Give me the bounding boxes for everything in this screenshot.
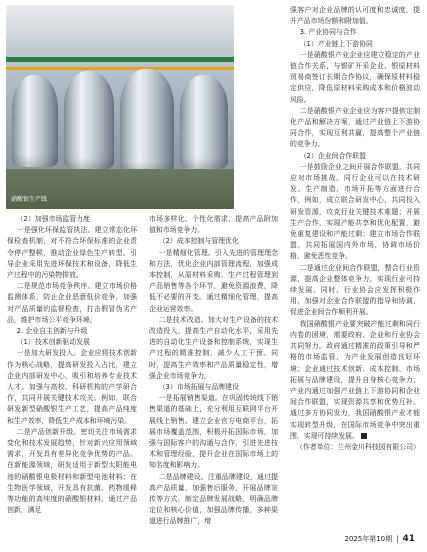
paragraph: 2. 企业自主创新与升级	[16, 327, 88, 336]
paragraph: 一是硝酸银产业企业应建立稳定的产业链合作关系，与银矿开采企业、银原材料贸易商签订长期合作协议，确保原材料稳定供应，降低原材料采购成本和价格波动风险。	[290, 50, 420, 104]
paragraph: 一是拓展销售渠道。在巩固传统线下销售渠道的基础上，充分利用互联网平台开展线上销售。建立企业官方电商平台，拓展市场覆盖范围，积极开拓国际市场，加强与国际客户的沟通与合作，引进先进技术和管理经验，提升企业在国际市场上的知名度和影响力。	[149, 394, 278, 470]
paragraph: （2）加强市场监管力度	[16, 215, 90, 223]
paragraph: 二是品牌建设。注重品牌建设，通过提高产品质量，加强售后服务，开展品牌宣传等方式，制定品牌发展战略，明确品牌定位和核心价值，加强品牌传播，多种渠道进行品牌推广，增	[149, 472, 278, 526]
paragraph: 3. 产业协同与合作	[299, 28, 357, 37]
paragraph: 二是规范市场竞争秩序。建立市场价格监测体系，防止企业恶意低价竞争，加强对产品质量的监督检查，打击假冒伪劣产品，维护市场公平竞争环境。	[7, 282, 137, 324]
paragraph: 强客户对企业品牌的认可度和忠诚度，提升产品市场份额和附加值。	[290, 6, 420, 26]
paragraph: （1）产业链上下游协同	[299, 39, 373, 48]
photo-green-rail	[6, 57, 234, 62]
photo-yellow-rail	[6, 67, 234, 70]
page-number: 41	[402, 534, 415, 544]
footer-separator: |	[396, 535, 399, 543]
paragraph-text: 我国硝酸银产业要突破产能过剩和同行内卷的困境，需要政府、企业和行业协会共同努力。政府通过精准的政策引导和严格的市场监管，为产业发展创造良好环境；企业通过技术创新、成本控制、市场拓展与品牌建设，提升自身核心竞争力；产业内通过加强产业链上下游协同和企业间合作联盟，实现资源共享和优势互补。通过多方协同发力，我国硝酸银产业才能实现转型升级，在国际市场竞争中突出重围，实现可持续发展。	[290, 319, 420, 440]
end-mark-icon: B	[361, 433, 367, 439]
paragraph: 一是鼓励企业之间开展合作联盟，共同应对市场挑战。同行企业可以在技术研发、生产制造、市场开拓等方面进行合作，例如，成立联合研发中心，共同投入研发资源，攻克行业关键技术难题；开展生产合作，实现产能共享和优化配置，避免重复建设和产能过剩；建立市场合作联盟，共同拓展国内外市场，协调市场价格，避免恶性竞争。	[290, 162, 420, 261]
paragraph: 二是技术改造。加大对生产设备的技术改造投入，提高生产自动化水平，采用先进的自动化生产设备和控制系统，实现生产过程的精准控制，减少人工干预。同时，提高生产效率和产品质量稳定性，增强企业市场竞争力。	[149, 315, 278, 380]
page-footer	[344, 534, 415, 544]
paragraph: 二是硝酸银产业企业应为客户提供定制化产品和解决方案，通过产业链上下游协同合作，实现互利共赢，提高整个产业链的竞争力。	[290, 106, 420, 149]
paragraph: 市场多样化、个性化需求，提高产品附加值和市场竞争力。	[149, 215, 278, 235]
column-left	[7, 214, 137, 516]
photo-ceiling	[6, 5, 234, 47]
paragraph: 一是加大研发投入。企业应将技术创新作为核心战略，提高研发投入占比，建立企业内部研发中心，吸引和培养专业技术人才。加强与高校、科研机构的产学研合作，共同开展关键技术攻关。例如，联合研发新型硝酸银生产工艺，提高产品纯度和生产效率，降低生产成本和环境污染。	[7, 349, 137, 425]
column-middle	[149, 214, 278, 528]
paragraph: 一是精细化管理。引入先进的管理理念和方法，优化企业内部管理流程，加强成本控制，从原材料采购、生产过程管理到产品销售等各个环节，避免资源浪费，降低不必要的开支。通过精细化管理，提高企业运营效率。	[149, 248, 278, 313]
paragraph: （3）市场拓展与品牌建设	[158, 383, 239, 392]
reactor-tank	[180, 75, 228, 169]
reactor-tank	[12, 75, 58, 167]
figure-caption: 硝酸银生产线	[11, 196, 48, 203]
paragraph: 二是产品创新升级。密切关注市场需求变化和技术发展趋势，针对新兴应用领域需求，开发具有差异化竞争优势的产品。在新能源领域，研发适用于新型太阳能电池的硝酸银电极材料和新型电池材料；在生物医学领域，开发具有抗菌、药物缓释等功能的高纯度的硝酸银材料，通过产品创新，满足	[7, 427, 137, 515]
reactor-tank	[64, 71, 114, 169]
column-right	[290, 5, 420, 453]
issue-label: 2025年第10期	[344, 535, 393, 543]
reactor-tank	[120, 69, 174, 173]
paragraph: 一是强化环保监管执法。建立常态化环保检查机制，对不符合环保标准的企业责令停产整顿，推动企业绿色生产转型。引导企业采用先进环保技术和设备，降低生产过程中的污染物排放。	[7, 226, 137, 280]
paragraph	[290, 319, 420, 442]
paragraph: （2）成本控制与管理优化	[158, 237, 239, 246]
production-line-photo	[6, 5, 234, 209]
author-affiliation: （作者单位：兰州金川科技园有限公司）	[295, 442, 420, 451]
paragraph: 二是通过企业间合作联盟，整合行业资源，提高企业整体竞争力，实现行业可持续发展。同时，行业协会应发挥积极作用，加强对企业合作联盟的指导和协调，促进企业间合作顺利开展。	[290, 263, 420, 317]
paragraph: （1）技术创新驱动发展	[16, 338, 90, 347]
photo-floor	[6, 169, 234, 209]
paragraph: （2）企业间合作联盟	[299, 151, 367, 160]
